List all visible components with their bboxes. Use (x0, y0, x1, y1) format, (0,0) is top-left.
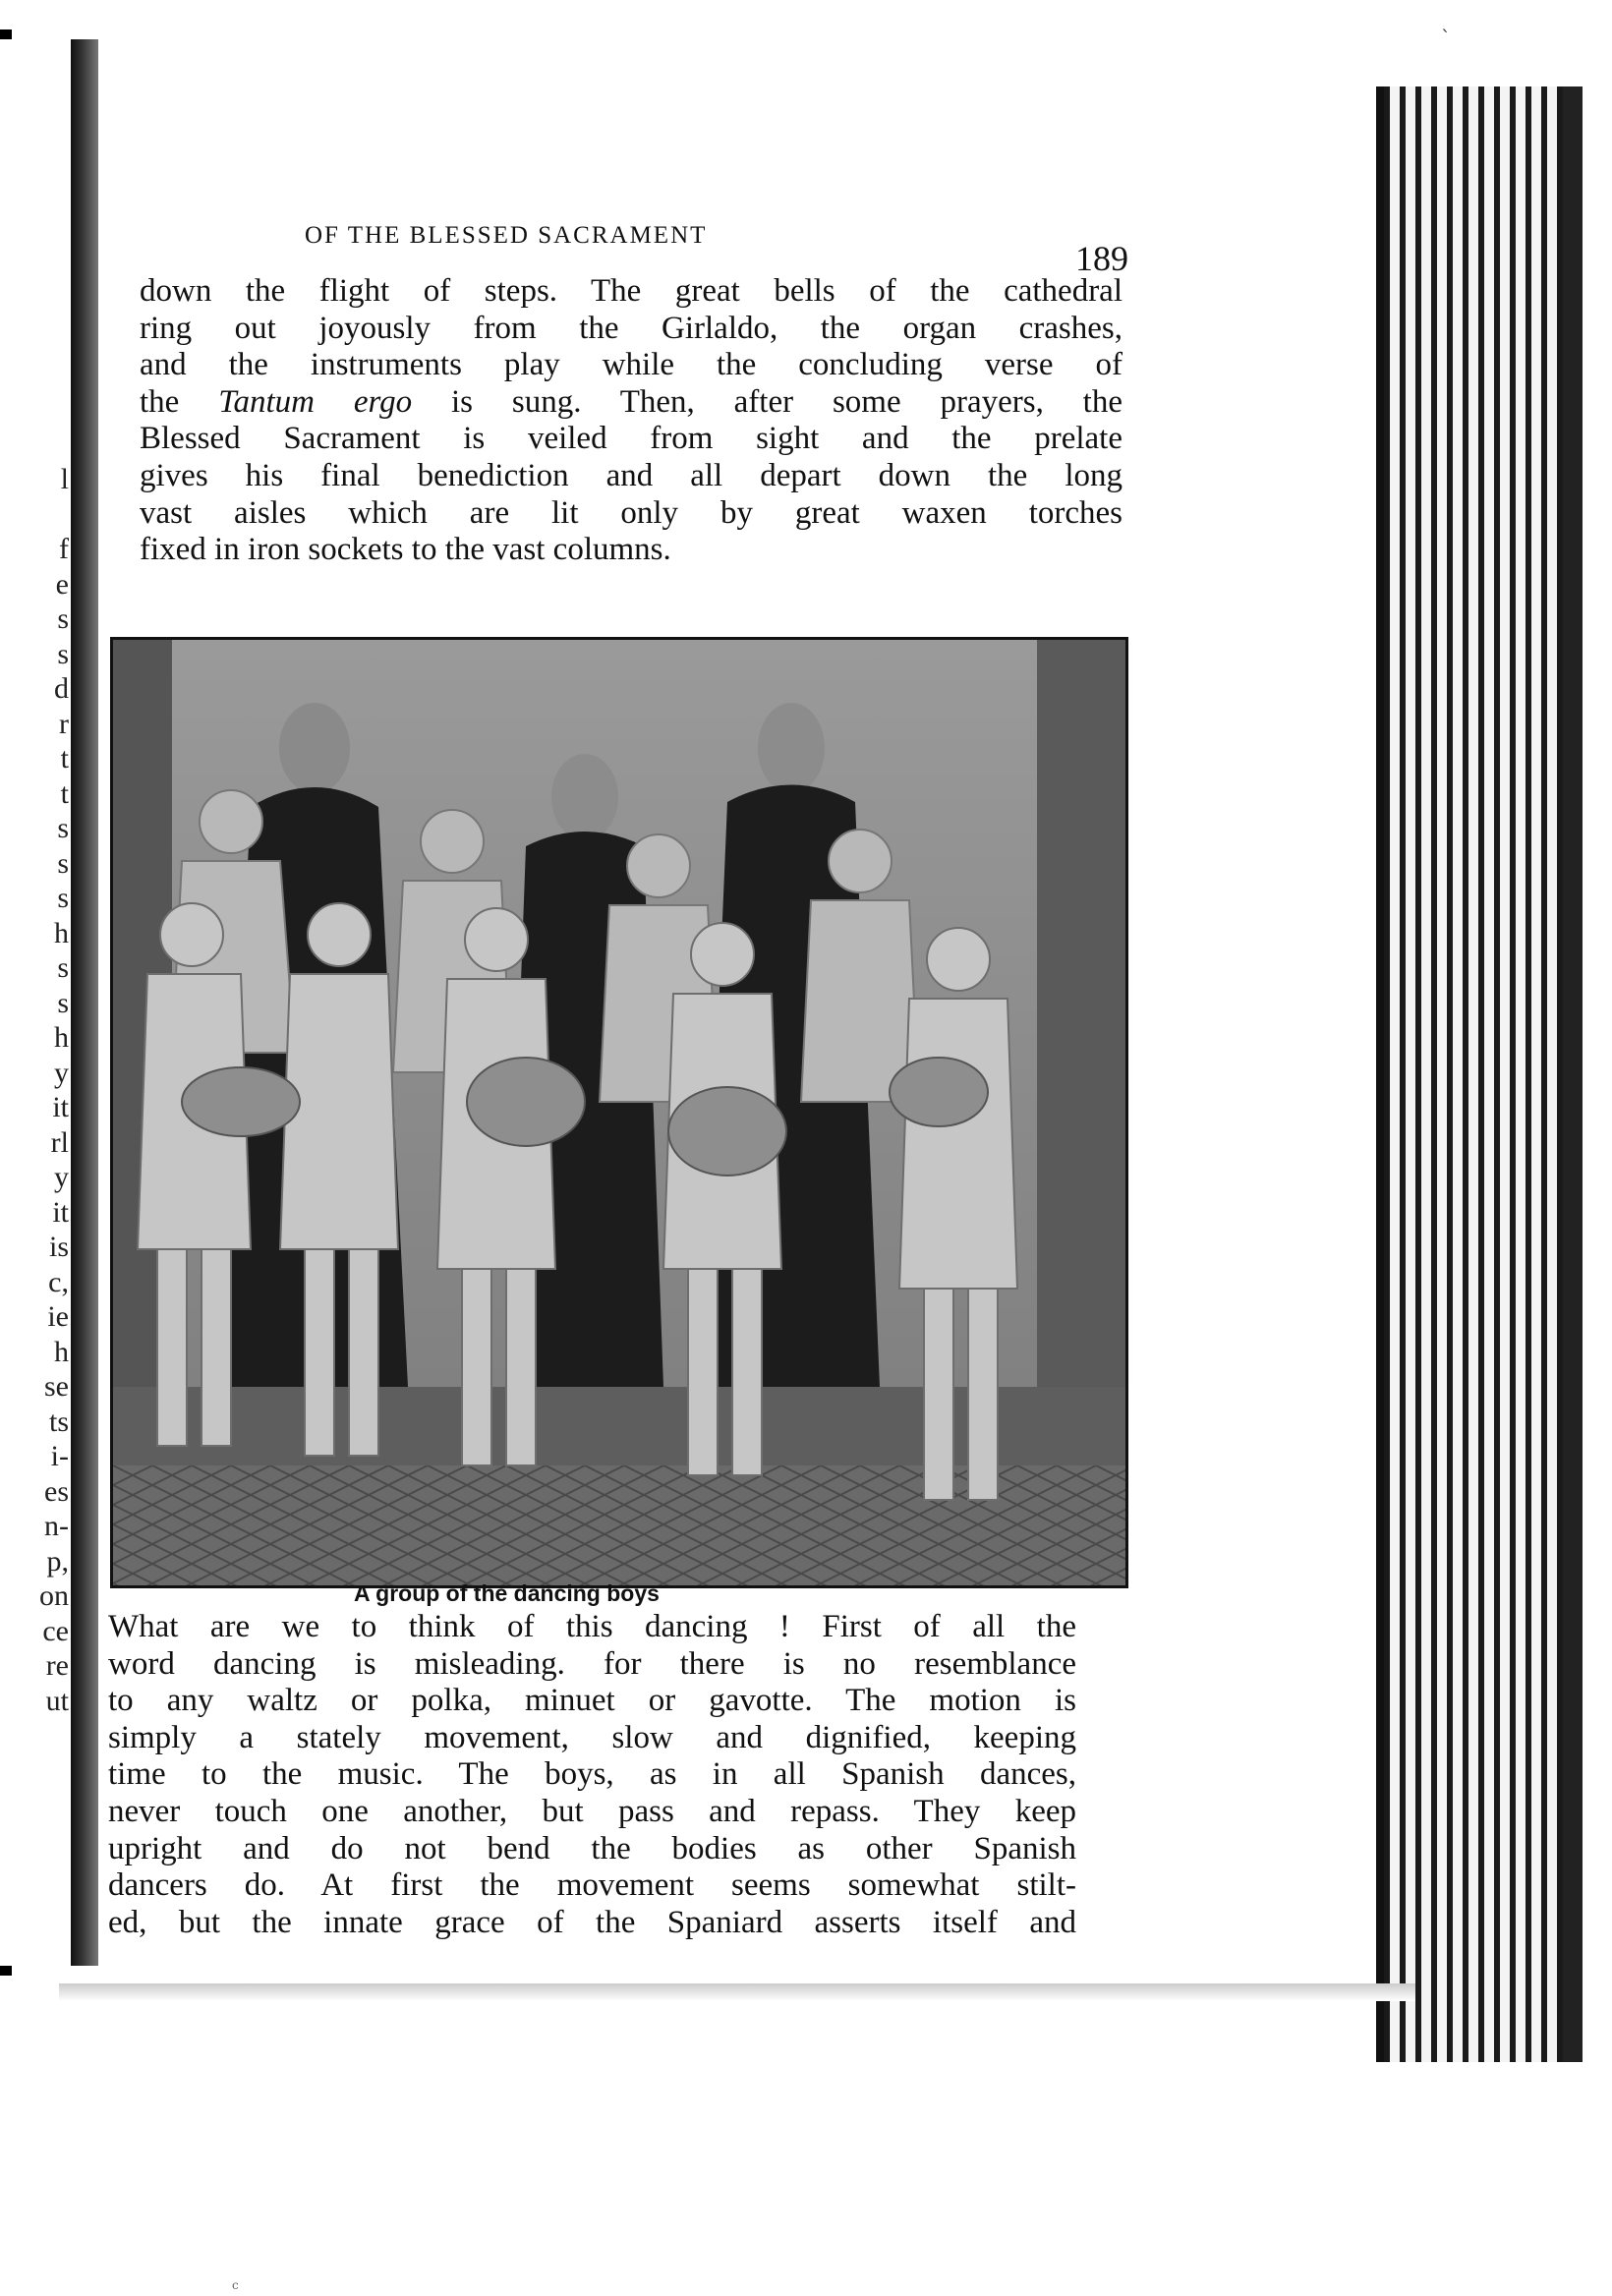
photo-illustration (113, 640, 1125, 1585)
text-line: What are we to think of this dancing ! First of all the (108, 1609, 1076, 1644)
text-line: down the flight of steps. The great bells of the cathedral (140, 273, 1123, 309)
facing-page-fragment: s (57, 951, 69, 984)
facing-page-fragment: rl (50, 1125, 69, 1159)
text-line: and the instruments play while the concluding verse of (140, 347, 1123, 383)
page-number: 189 (1075, 239, 1128, 278)
facing-page-fragment: p, (46, 1544, 69, 1578)
facing-page-fragment: ie (47, 1300, 69, 1333)
facing-page-fragment (14, 497, 69, 533)
text-line: dancers do. At first the movement seems somewhat stilt- (108, 1867, 1076, 1904)
figure-caption: A group of the dancing boys (354, 1580, 660, 1606)
facing-page-fragment: ce (42, 1614, 69, 1647)
facing-page-fragment: se (44, 1370, 69, 1403)
facing-page-fragment: s (57, 882, 69, 914)
facing-page-fragment: i- (50, 1440, 69, 1472)
facing-page-fragment: s (57, 603, 69, 635)
facing-page-fragment: h (54, 1335, 69, 1368)
text-line: Blessed Sacrament is veiled from sight and the prelate (140, 421, 1123, 457)
facing-page-fragment: h (54, 916, 69, 949)
facing-page-fragment: on (39, 1579, 69, 1612)
scan-mark: ` (1441, 26, 1451, 49)
facing-page-fragment: s (57, 846, 69, 880)
facing-page-fragment: d (54, 672, 69, 705)
text-line: never touch one another, but pass and repass. They keep (108, 1793, 1076, 1829)
text-line: word dancing is misleading. for there is no resemblance (108, 1645, 1076, 1682)
facing-page-fragment: y (54, 1056, 69, 1089)
facing-page-fragment: s (57, 812, 69, 844)
facing-page-fragment: f (59, 533, 69, 565)
binding-gutter (71, 39, 98, 1966)
facing-page-fragment: t (60, 742, 69, 775)
facing-page-fragment: s (57, 986, 69, 1019)
running-head: OF THE BLESSED SACRAMENT (305, 222, 708, 249)
facing-page-fragment: ts (48, 1405, 69, 1438)
text-line: gives his final benediction and all depart down the long (140, 457, 1123, 493)
facing-page-fragment: it (52, 1195, 69, 1229)
facing-page-fragment: ut (45, 1684, 69, 1717)
scan-mark: c (232, 2278, 239, 2292)
facing-page-fragment: n- (44, 1510, 69, 1542)
paragraph-bottom (108, 1609, 1076, 1941)
text-line: to any waltz or polka, minuet or gavotte. The motion is (108, 1683, 1076, 1719)
italic-phrase: Tantum ergo (218, 383, 413, 420)
page-bottom-shadow (59, 1983, 1415, 2001)
facing-page-fragment: y (54, 1161, 69, 1193)
facing-page-fragment: is (48, 1231, 69, 1263)
facing-page-fragment: e (55, 567, 69, 601)
paragraph-top (140, 273, 1123, 569)
facing-page-fragment: l (60, 463, 69, 495)
page-edge-shadow (1563, 86, 1583, 2062)
facing-page-fragment: h (54, 1021, 69, 1054)
text-line: ring out joyously from the Girlaldo, the organ crashes, (140, 310, 1123, 346)
text-line: time to the music. The boys, as in all Spanish dances, (108, 1756, 1076, 1793)
facing-page-fragment: re (45, 1649, 69, 1682)
facing-page-fragment: t (60, 776, 69, 810)
text-line: the Tantum ergo is sung. Then, after some prayers, the (140, 383, 1123, 420)
text-line: upright and do not bend the bodies as other Spanish (108, 1830, 1076, 1866)
photograph-dancing-boys (110, 637, 1128, 1588)
facing-page-text-fragments (14, 462, 69, 1718)
text-line: vast aisles which are lit only by great waxen torches (140, 494, 1123, 531)
facing-page-fragment: r (59, 707, 69, 740)
facing-page-fragment: s (57, 637, 69, 670)
text-line: ed, but the innate grace of the Spaniard asserts itself and (108, 1904, 1076, 1940)
facing-page-fragment: es (44, 1474, 69, 1508)
text-line: simply a stately movement, slow and dignified, keeping (108, 1719, 1076, 1755)
facing-page-fragment: it (52, 1091, 69, 1123)
facing-page-fragment: c, (48, 1265, 69, 1298)
text-line: fixed in iron sockets to the vast columns. (140, 532, 671, 568)
page-edges (1376, 86, 1581, 2062)
